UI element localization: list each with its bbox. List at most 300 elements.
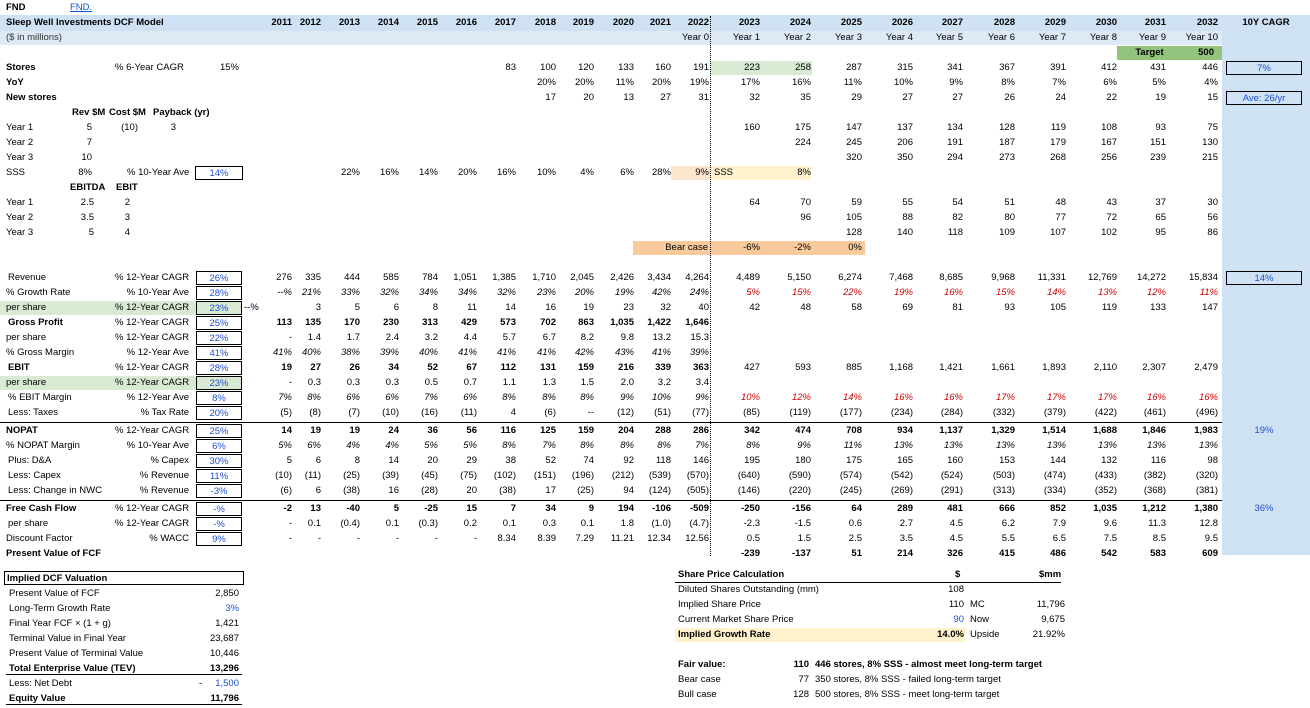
value-cell[interactable]: 41% xyxy=(651,347,671,358)
value-cell[interactable]: 125 xyxy=(540,425,556,436)
value-cell[interactable]: 41% xyxy=(496,347,516,358)
value-cell[interactable]: 215 xyxy=(1202,152,1218,163)
value-cell[interactable]: (320) xyxy=(1195,470,1218,481)
value-cell[interactable]: 39% xyxy=(689,347,709,358)
value-cell[interactable]: 19% xyxy=(614,287,634,298)
value-cell[interactable]: 5% xyxy=(278,440,292,451)
value-cell[interactable]: 6% xyxy=(307,440,321,451)
value-cell[interactable]: 38 xyxy=(505,455,516,466)
year-header[interactable]: 2014 xyxy=(377,17,399,28)
metric-value[interactable]: 6% xyxy=(196,439,242,453)
value-cell[interactable]: 41% xyxy=(272,347,292,358)
value-cell[interactable]: 339 xyxy=(655,362,671,373)
cohort-a[interactable]: 3.5 xyxy=(80,212,94,223)
value-cell[interactable]: 1.7 xyxy=(346,332,360,343)
price-tag[interactable]: Now xyxy=(970,614,990,625)
value-cell[interactable]: 350 xyxy=(897,152,913,163)
value-cell[interactable]: 287 xyxy=(846,62,862,73)
value-cell[interactable]: 1,421 xyxy=(939,362,963,373)
metric-value[interactable]: 41% xyxy=(196,346,242,360)
cohort-header[interactable]: EBIT xyxy=(116,182,138,193)
value-cell[interactable]: 42% xyxy=(651,287,671,298)
value-cell[interactable]: 7% xyxy=(542,440,556,451)
price-title[interactable]: Share Price Calculation xyxy=(678,569,785,580)
value-cell[interactable]: 48 xyxy=(800,302,811,313)
value-cell[interactable]: - xyxy=(434,533,438,544)
value-cell[interactable]: 175 xyxy=(846,455,862,466)
value-cell[interactable]: 20% xyxy=(536,77,556,88)
sss-tag[interactable]: SSS xyxy=(714,167,734,178)
value-cell[interactable]: (234) xyxy=(890,407,913,418)
metric-label[interactable]: % Revenue xyxy=(139,485,189,496)
value-cell[interactable]: 320 xyxy=(846,152,862,163)
value-cell[interactable]: - xyxy=(288,332,292,343)
value-cell[interactable]: (382) xyxy=(1143,470,1166,481)
metric-value[interactable]: 30% xyxy=(196,454,242,468)
value-cell[interactable]: 23 xyxy=(623,302,634,313)
value-cell[interactable]: (28) xyxy=(421,485,438,496)
value-cell[interactable]: 0.3 xyxy=(542,518,556,529)
value-cell[interactable]: 37 xyxy=(1155,197,1166,208)
valuation-value[interactable]: 1,421 xyxy=(215,618,239,629)
value-cell[interactable]: 109 xyxy=(999,227,1015,238)
cagr-cell[interactable]: Ave: 26/yr xyxy=(1226,91,1302,105)
metric-value[interactable]: 22% xyxy=(196,331,242,345)
value-cell[interactable]: (291) xyxy=(940,485,963,496)
value-cell[interactable]: 6% xyxy=(385,392,399,403)
value-cell[interactable]: 313 xyxy=(422,317,438,328)
value-cell[interactable]: -239 xyxy=(740,548,760,559)
value-cell[interactable]: 8% xyxy=(502,440,516,451)
value-cell[interactable]: 134 xyxy=(947,122,963,133)
value-cell[interactable]: 446 xyxy=(1202,62,1218,73)
value-cell[interactable]: - xyxy=(288,518,292,529)
value-cell[interactable]: 666 xyxy=(999,503,1015,514)
value-cell[interactable]: (496) xyxy=(1195,407,1218,418)
value-cell[interactable]: (6) xyxy=(280,485,292,496)
value-cell[interactable]: 95 xyxy=(1155,227,1166,238)
value-cell[interactable]: 147 xyxy=(846,122,862,133)
value-cell[interactable]: 1,137 xyxy=(939,425,963,436)
value-cell[interactable]: 15.3 xyxy=(690,332,709,343)
fin-row-label[interactable]: per share xyxy=(6,302,47,313)
value-cell[interactable]: 16% xyxy=(943,392,963,403)
value-cell[interactable]: 92 xyxy=(623,455,634,466)
value-cell[interactable]: 20% xyxy=(574,77,594,88)
value-cell[interactable]: 13% xyxy=(995,440,1015,451)
value-cell[interactable]: 48 xyxy=(1055,197,1066,208)
value-cell[interactable]: 64 xyxy=(749,197,760,208)
value-cell[interactable]: 19 xyxy=(1155,92,1166,103)
year-header[interactable]: 2031 xyxy=(1144,17,1166,28)
value-cell[interactable]: (77) xyxy=(692,407,709,418)
value-cell[interactable]: 11.21 xyxy=(610,533,634,544)
value-cell[interactable]: 14,272 xyxy=(1136,272,1166,283)
bear-value[interactable]: -2% xyxy=(794,242,811,253)
value-cell[interactable]: 214 xyxy=(897,548,913,559)
price-mm[interactable]: 9,675 xyxy=(1041,614,1065,625)
value-cell[interactable]: 7% xyxy=(1052,77,1066,88)
value-cell[interactable]: 15 xyxy=(466,503,477,514)
value-cell[interactable]: 159 xyxy=(578,425,594,436)
value-cell[interactable]: 7.9 xyxy=(1052,518,1066,529)
value-cell[interactable]: 100 xyxy=(540,62,556,73)
value-cell[interactable]: 367 xyxy=(999,62,1015,73)
value-cell[interactable]: 16 xyxy=(388,485,399,496)
value-cell[interactable]: 16% xyxy=(496,167,516,178)
value-cell[interactable]: 427 xyxy=(744,362,760,373)
valuation-title[interactable]: Implied DCF Valuation xyxy=(7,573,108,584)
value-cell[interactable]: 273 xyxy=(999,152,1015,163)
value-cell[interactable]: 23% xyxy=(536,287,556,298)
value-cell[interactable]: 1,051 xyxy=(453,272,477,283)
value-cell[interactable]: 72 xyxy=(1106,212,1117,223)
value-cell[interactable]: 4,489 xyxy=(736,272,760,283)
value-cell[interactable]: (381) xyxy=(1195,485,1218,496)
value-cell[interactable]: 0.3 xyxy=(307,377,321,388)
cohort-a[interactable]: 2.5 xyxy=(80,197,94,208)
valuation-label[interactable]: Total Enterprise Value (TEV) xyxy=(9,663,136,674)
value-cell[interactable]: 56 xyxy=(466,425,477,436)
value-cell[interactable]: 10% xyxy=(740,392,760,403)
value-cell[interactable]: (85) xyxy=(743,407,760,418)
scenario-desc[interactable]: 500 stores, 8% SSS - meet long-term target xyxy=(815,689,1000,700)
value-cell[interactable]: -137 xyxy=(791,548,811,559)
value-cell[interactable]: 34 xyxy=(545,503,556,514)
value-cell[interactable]: 1,514 xyxy=(1042,425,1066,436)
value-cell[interactable]: 0.1 xyxy=(385,518,399,529)
value-cell[interactable]: 444 xyxy=(344,272,360,283)
metric-value[interactable]: 23% xyxy=(196,301,242,315)
value-cell[interactable]: 19% xyxy=(689,77,709,88)
value-cell[interactable]: 2.5 xyxy=(848,533,862,544)
value-cell[interactable]: 4% xyxy=(385,440,399,451)
value-cell[interactable]: 8 xyxy=(432,302,438,313)
value-cell[interactable]: (220) xyxy=(788,485,811,496)
value-cell[interactable]: 51 xyxy=(1004,197,1015,208)
value-cell[interactable]: 147 xyxy=(1202,302,1218,313)
value-cell[interactable]: 58 xyxy=(851,302,862,313)
metric-label[interactable]: % 10-Year Ave xyxy=(126,440,189,451)
value-cell[interactable]: 7.5 xyxy=(1103,533,1117,544)
metric-value[interactable]: -% xyxy=(196,502,242,516)
value-cell[interactable]: 11% xyxy=(843,77,862,88)
cohort-b[interactable]: (10) xyxy=(121,122,138,133)
value-cell[interactable]: 0.5 xyxy=(424,377,438,388)
price-header[interactable]: $mm xyxy=(1039,569,1062,580)
price-tag[interactable]: MC xyxy=(970,599,985,610)
value-cell[interactable]: 191 xyxy=(693,62,709,73)
value-cell[interactable]: 19 xyxy=(349,425,360,436)
value-cell[interactable]: 8% xyxy=(542,392,556,403)
metric-value[interactable]: 25% xyxy=(196,316,242,330)
value-cell[interactable]: 9.6 xyxy=(1103,518,1117,529)
value-cell[interactable]: 33% xyxy=(340,287,360,298)
year-header[interactable]: 2030 xyxy=(1095,17,1117,28)
metric-value[interactable]: 28% xyxy=(196,286,242,300)
value-cell[interactable]: (332) xyxy=(992,407,1015,418)
value-cell[interactable]: 583 xyxy=(1150,548,1166,559)
value-cell[interactable]: 863 xyxy=(578,317,594,328)
value-cell[interactable]: 41% xyxy=(536,347,556,358)
value-cell[interactable]: 11.3 xyxy=(1148,518,1166,529)
value-cell[interactable]: 5 xyxy=(393,503,399,514)
value-cell[interactable]: 1,168 xyxy=(889,362,913,373)
value-cell[interactable]: 1,983 xyxy=(1194,425,1218,436)
value-cell[interactable]: 170 xyxy=(344,317,360,328)
value-cell[interactable]: 1.3 xyxy=(542,377,556,388)
sss-label[interactable]: SSS xyxy=(6,167,26,178)
value-cell[interactable]: 132 xyxy=(1101,455,1117,466)
value-cell[interactable]: 94 xyxy=(623,485,634,496)
bear-value[interactable]: 0% xyxy=(848,242,862,253)
value-cell[interactable]: (574) xyxy=(839,470,862,481)
value-cell[interactable]: 1,212 xyxy=(1142,503,1166,514)
value-cell[interactable]: 29 xyxy=(851,92,862,103)
value-cell[interactable]: 294 xyxy=(947,152,963,163)
cagr-cell[interactable]: 19% xyxy=(1254,425,1274,436)
value-cell[interactable]: 32 xyxy=(660,302,671,313)
value-cell[interactable]: (38) xyxy=(499,485,516,496)
value-cell[interactable]: 118 xyxy=(947,227,963,238)
value-cell[interactable]: 4.5 xyxy=(949,518,963,529)
metric-label[interactable]: % 12-Year CAGR xyxy=(115,332,190,343)
value-cell[interactable]: 11,331 xyxy=(1037,272,1066,283)
stores-row-label[interactable]: New stores xyxy=(6,92,57,103)
value-cell[interactable]: 195 xyxy=(744,455,760,466)
value-cell[interactable]: 160 xyxy=(655,62,671,73)
value-cell[interactable]: 8.2 xyxy=(580,332,594,343)
value-cell[interactable]: 12.34 xyxy=(647,533,671,544)
value-cell[interactable]: - xyxy=(473,533,477,544)
value-cell[interactable]: 69 xyxy=(902,302,913,313)
value-cell[interactable]: 8% xyxy=(620,440,634,451)
value-cell[interactable]: 67 xyxy=(466,362,477,373)
value-cell[interactable]: 64 xyxy=(851,503,862,514)
year-label[interactable]: Year 5 xyxy=(935,32,963,43)
year-header[interactable]: 2019 xyxy=(572,17,594,28)
value-cell[interactable]: 9% xyxy=(949,77,963,88)
value-cell[interactable]: 180 xyxy=(795,455,811,466)
target-label[interactable]: Target xyxy=(1135,47,1164,58)
valuation-value[interactable]: 10,446 xyxy=(209,648,239,659)
year-header[interactable]: 2027 xyxy=(941,17,963,28)
value-cell[interactable]: 8.34 xyxy=(497,533,516,544)
price-value[interactable]: 90 xyxy=(953,614,964,625)
year-header[interactable]: 2022 xyxy=(687,17,709,28)
value-cell[interactable]: 26 xyxy=(349,362,360,373)
value-cell[interactable]: 11% xyxy=(1199,287,1218,298)
fin-row-label[interactable]: % Gross Margin xyxy=(6,347,75,358)
value-cell[interactable]: 160 xyxy=(744,122,760,133)
value-cell[interactable]: 159 xyxy=(578,362,594,373)
metric-label[interactable]: % 12-Year CAGR xyxy=(115,425,190,436)
value-cell[interactable]: 6% xyxy=(1103,77,1117,88)
cagr-cell[interactable]: 36% xyxy=(1254,503,1274,514)
value-cell[interactable]: 5 xyxy=(286,455,292,466)
valuation-value[interactable]: 13,296 xyxy=(209,663,239,674)
value-cell[interactable]: 1,688 xyxy=(1093,425,1117,436)
price-value[interactable]: 14.0% xyxy=(937,629,964,640)
value-cell[interactable]: 51 xyxy=(851,548,862,559)
valuation-value[interactable]: 23,687 xyxy=(209,633,239,644)
value-cell[interactable]: 206 xyxy=(897,137,913,148)
value-cell[interactable]: 13% xyxy=(1097,287,1117,298)
cohort-c[interactable]: 3 xyxy=(170,122,176,133)
value-cell[interactable]: 128 xyxy=(999,122,1015,133)
value-cell[interactable]: 13% xyxy=(943,440,963,451)
fin-row-label[interactable]: Less: Taxes xyxy=(8,407,58,418)
value-cell[interactable]: 179 xyxy=(1050,137,1066,148)
value-cell[interactable]: 15 xyxy=(1207,92,1218,103)
value-cell[interactable]: 31 xyxy=(698,92,709,103)
fin-row-label[interactable]: per share xyxy=(6,377,47,388)
value-cell[interactable]: 13 xyxy=(623,92,634,103)
value-cell[interactable]: 116 xyxy=(500,425,516,436)
valuation-value[interactable]: 3% xyxy=(225,603,239,614)
value-cell[interactable]: 19% xyxy=(893,287,913,298)
value-cell[interactable]: 135 xyxy=(305,317,321,328)
year-label[interactable]: Year 0 xyxy=(681,32,709,43)
value-cell[interactable]: 8% xyxy=(580,440,594,451)
cohort-row-label[interactable]: Year 1 xyxy=(6,197,34,208)
value-cell[interactable]: 6.2 xyxy=(1001,518,1015,529)
value-cell[interactable]: (102) xyxy=(493,470,516,481)
value-cell[interactable]: 13% xyxy=(1046,440,1066,451)
value-cell[interactable]: 83 xyxy=(505,62,516,73)
value-cell[interactable]: 65 xyxy=(1155,212,1166,223)
value-cell[interactable]: 256 xyxy=(1101,152,1117,163)
value-cell[interactable]: 5% xyxy=(424,440,438,451)
value-cell[interactable]: (352) xyxy=(1094,485,1117,496)
value-cell[interactable]: - xyxy=(288,533,292,544)
value-cell[interactable]: 11 xyxy=(467,302,477,313)
value-cell[interactable]: 22% xyxy=(340,167,360,178)
value-cell[interactable]: 239 xyxy=(1150,152,1166,163)
value-cell[interactable]: 1,646 xyxy=(685,317,709,328)
scenario-label[interactable]: Bear case xyxy=(678,674,721,685)
value-cell[interactable]: 326 xyxy=(947,548,963,559)
value-cell[interactable]: 1.4 xyxy=(307,332,321,343)
value-cell[interactable]: 8% xyxy=(307,392,321,403)
value-cell[interactable]: 0.1 xyxy=(307,518,321,529)
value-cell[interactable]: 542 xyxy=(1101,548,1117,559)
metric-label[interactable]: % 6-Year CAGR xyxy=(115,62,184,73)
value-cell[interactable]: 14 xyxy=(281,425,292,436)
value-cell[interactable]: 17% xyxy=(1097,392,1117,403)
scenario-desc[interactable]: 350 stores, 8% SSS - failed long-term target xyxy=(815,674,1001,685)
value-cell[interactable]: 258 xyxy=(795,62,811,73)
value-cell[interactable]: 32% xyxy=(379,287,399,298)
value-cell[interactable]: (212) xyxy=(611,470,634,481)
value-cell[interactable]: 10% xyxy=(651,392,671,403)
year-label[interactable]: Year 8 xyxy=(1089,32,1117,43)
value-cell[interactable]: 13 xyxy=(310,503,321,514)
value-cell[interactable]: 40 xyxy=(698,302,709,313)
value-cell[interactable]: 16% xyxy=(1146,392,1166,403)
valuation-label[interactable]: Terminal Value in Final Year xyxy=(9,633,127,644)
value-cell[interactable]: 7.29 xyxy=(575,533,594,544)
value-cell[interactable]: 9.8 xyxy=(620,332,634,343)
value-cell[interactable]: (503) xyxy=(992,470,1015,481)
value-cell[interactable]: 144 xyxy=(1050,455,1066,466)
value-cell[interactable]: (269) xyxy=(890,485,913,496)
value-cell[interactable]: 784 xyxy=(422,272,438,283)
metric-value[interactable]: 26% xyxy=(196,271,242,285)
value-cell[interactable]: 27 xyxy=(902,92,913,103)
value-cell[interactable]: 1.1 xyxy=(502,377,516,388)
value-cell[interactable]: 1.8 xyxy=(620,518,634,529)
valuation-label[interactable]: Less: Net Debt xyxy=(9,678,72,689)
year-label[interactable]: Year 6 xyxy=(987,32,1015,43)
value-cell[interactable]: (146) xyxy=(737,485,760,496)
value-cell[interactable]: 15% xyxy=(995,287,1015,298)
pre-value[interactable]: --% xyxy=(244,302,259,313)
value-cell[interactable]: 1,035 xyxy=(1093,503,1117,514)
value-cell[interactable]: 118 xyxy=(655,455,671,466)
value-cell[interactable]: 5% xyxy=(746,287,760,298)
value-cell[interactable]: -106 xyxy=(651,503,671,514)
value-cell[interactable]: 14 xyxy=(505,302,516,313)
metric-label[interactable]: % 10-Year Ave xyxy=(127,167,190,178)
value-cell[interactable]: 9% xyxy=(695,392,709,403)
value-cell[interactable]: 11% xyxy=(843,440,862,451)
cohort-row-label[interactable]: Year 2 xyxy=(6,212,34,223)
value-cell[interactable]: 4,264 xyxy=(685,272,709,283)
year-label[interactable]: Year 3 xyxy=(834,32,862,43)
value-cell[interactable]: 16% xyxy=(1198,392,1218,403)
year-header[interactable]: 2020 xyxy=(612,17,634,28)
metric-value[interactable]: -% xyxy=(196,517,242,531)
metric-value[interactable]: 14% xyxy=(195,166,243,180)
value-cell[interactable]: (38) xyxy=(343,485,360,496)
value-cell[interactable]: 24 xyxy=(1055,92,1066,103)
cohort-b[interactable]: 4 xyxy=(124,227,130,238)
value-cell[interactable]: - xyxy=(288,377,292,388)
value-cell[interactable]: 1,380 xyxy=(1194,503,1218,514)
value-cell[interactable]: - xyxy=(356,533,360,544)
value-cell[interactable]: (39) xyxy=(382,470,399,481)
value-cell[interactable]: 105 xyxy=(846,212,862,223)
value-cell[interactable]: (10) xyxy=(275,470,292,481)
value-cell[interactable]: 20% xyxy=(651,77,671,88)
fin-row-label[interactable]: Revenue xyxy=(8,272,47,283)
cohort-a[interactable]: 5 xyxy=(88,227,94,238)
price-header[interactable]: $ xyxy=(955,569,961,580)
value-cell[interactable]: 4 xyxy=(510,407,516,418)
value-cell[interactable]: 7% xyxy=(695,440,709,451)
value-cell[interactable]: 16% xyxy=(379,167,399,178)
value-cell[interactable]: 16% xyxy=(943,287,963,298)
value-cell[interactable]: 224 xyxy=(795,137,811,148)
value-cell[interactable]: (474) xyxy=(1043,470,1066,481)
value-cell[interactable]: 4.4 xyxy=(463,332,477,343)
year-label[interactable]: Year 4 xyxy=(885,32,913,43)
scenario-value[interactable]: 77 xyxy=(798,674,809,685)
value-cell[interactable]: 8% xyxy=(580,392,594,403)
price-label[interactable]: Diluted Shares Outstanding (mm) xyxy=(678,584,819,595)
value-cell[interactable]: 108 xyxy=(1101,122,1117,133)
value-cell[interactable]: 13% xyxy=(1097,440,1117,451)
value-cell[interactable]: 74 xyxy=(583,455,594,466)
value-cell[interactable]: (12) xyxy=(617,407,634,418)
value-cell[interactable]: 1,893 xyxy=(1042,362,1066,373)
value-cell[interactable]: 8% xyxy=(746,440,760,451)
value-cell[interactable]: 6% xyxy=(463,392,477,403)
cohort-header[interactable]: Payback (yr) xyxy=(153,107,210,118)
valuation-value[interactable]: 1,500 xyxy=(215,678,239,689)
value-cell[interactable]: 286 xyxy=(693,425,709,436)
